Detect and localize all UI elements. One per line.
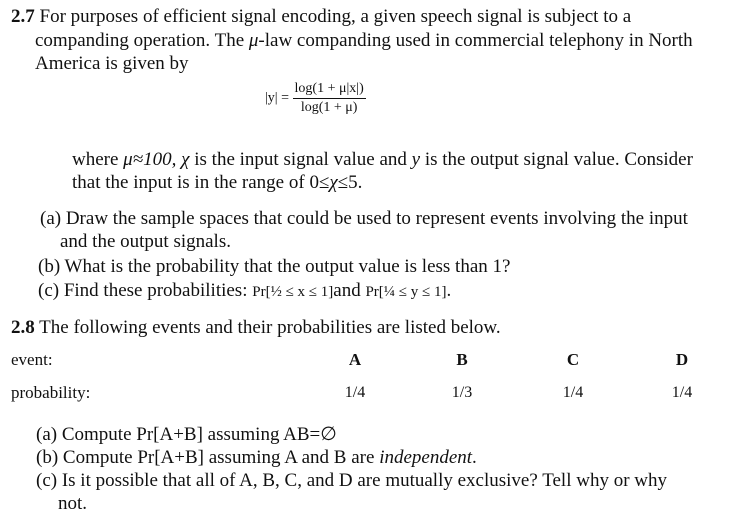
event-a: A <box>348 350 362 369</box>
mu-law-equation <box>265 81 366 116</box>
part-a-line-1: (a) Draw the sample spaces that could be used to represent events involving the input <box>40 208 688 229</box>
part-b: (b) What is the probability that the output value is less than 1? <box>38 256 511 277</box>
problem-2-7-line-3: America is given by <box>35 53 189 74</box>
problem-2-8-part-c-line-1: (c) Is it possible that all of A, B, C, and D are mutually exclusive? Tell why or why <box>36 470 667 491</box>
problem-2-8-intro: 2.8 The following events and their probabilities are listed below. <box>11 317 501 338</box>
event-c: C <box>566 350 580 369</box>
equation-fraction <box>293 81 366 116</box>
prob-expr-y: Pr[¼ ≤ y ≤ 1] <box>365 284 447 300</box>
part-a-line-2: and the output signals. <box>60 231 231 252</box>
problem-2-7-line-2: companding operation. The μ-law companding used in commercial telephony in North <box>35 30 693 51</box>
part-c: (c) Find these probabilities: Pr[½ ≤ x ≤ 1]and Pr[¼ ≤ y ≤ 1]. <box>38 280 452 301</box>
prob-c: 1/4 <box>562 384 584 401</box>
problem-2-8-part-a: (a) Compute Pr[A+B] assuming AB=∅ <box>36 424 337 445</box>
prob-expr-x: Pr[½ ≤ x ≤ 1] <box>252 284 334 300</box>
prob-b: 1/3 <box>451 384 473 401</box>
table-row-label-event: event: <box>11 350 53 369</box>
equation-lhs: |y| = <box>265 90 290 106</box>
range-line: that the input is in the range of 0≤χ≤5. <box>72 172 363 193</box>
problem-number: 2.7 <box>11 6 35 27</box>
problem-2-7-line-1: 2.7 For purposes of efficient signal encoding, a given speech signal is subject to a <box>11 6 632 27</box>
table-row-label-probability: probability: <box>11 383 91 402</box>
where-line: where μ≈100, χ is the input signal value and y is the output signal value. Consider <box>72 149 693 170</box>
problem-2-8-part-b: (b) Compute Pr[A+B] assuming A and B are independent. <box>36 447 477 468</box>
event-b: B <box>456 350 468 369</box>
problem-number: 2.8 <box>11 317 35 338</box>
problem-2-8-part-c-line-2: not. <box>58 493 88 514</box>
event-d: D <box>675 350 689 369</box>
equation-numerator: log(1 + μ|x|) <box>293 81 366 99</box>
prob-d: 1/4 <box>671 384 693 401</box>
equation-denominator: log(1 + μ) <box>300 100 358 115</box>
prob-a: 1/4 <box>344 384 366 401</box>
